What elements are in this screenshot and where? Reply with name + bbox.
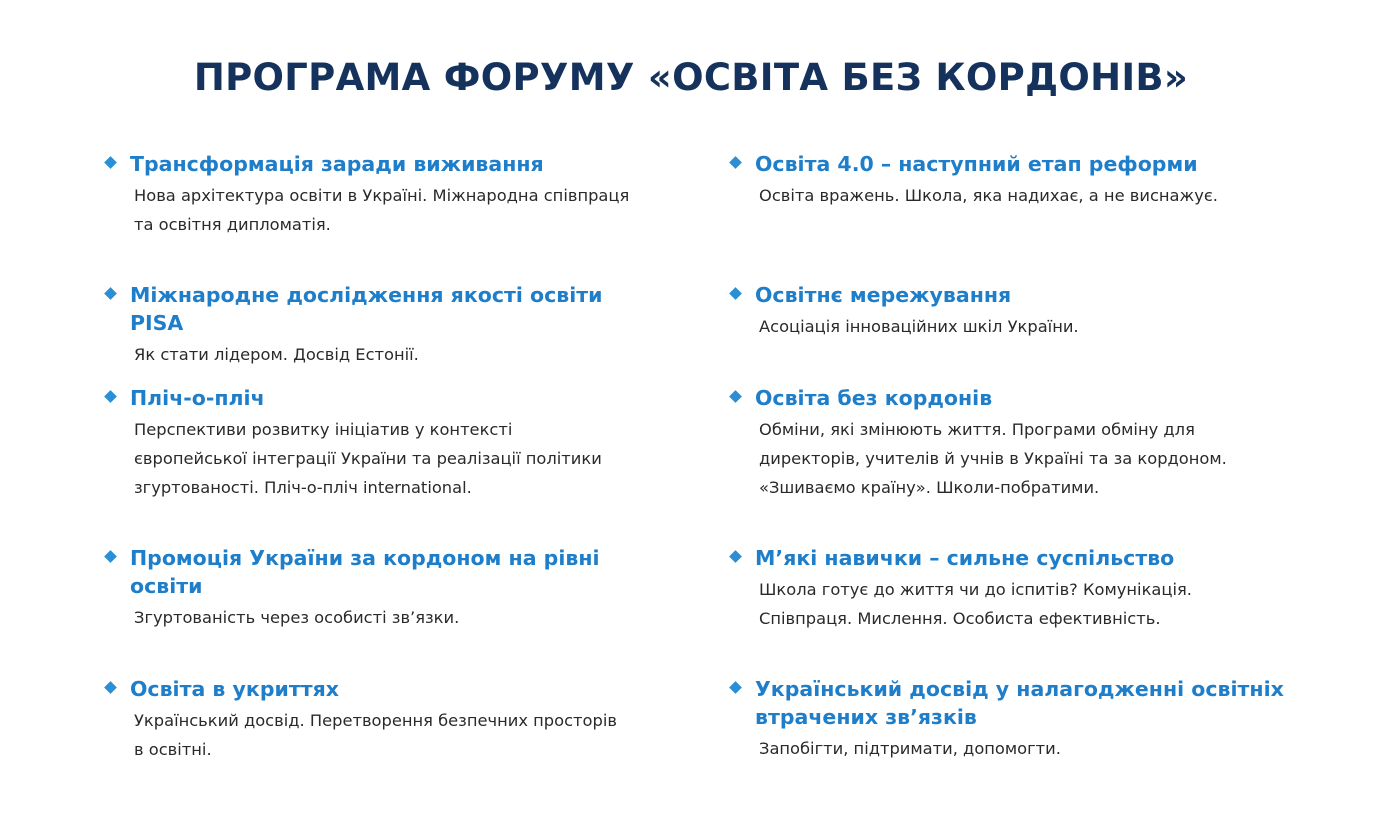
program-item	[104, 150, 650, 239]
program-item-description	[130, 340, 650, 369]
program-item-description	[755, 181, 1315, 210]
description-line: та освітня дипломатія.	[134, 215, 331, 234]
description-line: Асоціація інноваційних шкіл України.	[759, 317, 1079, 336]
program-item-title: Освітнє мережування	[755, 283, 1012, 307]
description-line: Освіта вражень. Школа, яка надихає, а не виснажує.	[759, 186, 1218, 205]
program-item-description	[130, 181, 650, 239]
program-item-title: Освіта без кордонів	[755, 386, 993, 410]
program-item	[729, 544, 1315, 633]
program-item-description	[755, 575, 1315, 633]
description-line: Нова архітектура освіти в Україні. Міжнародна співпраця	[134, 186, 630, 205]
description-line: Школа готує до життя чи до іспитів? Комунікація.	[759, 580, 1192, 599]
program-item	[104, 675, 650, 764]
program-item-title: Освіта в укриттях	[130, 677, 340, 701]
description-line: Як стати лідером. Досвід Естонії.	[134, 345, 419, 364]
program-item	[104, 544, 650, 632]
program-item	[104, 281, 650, 369]
diamond-bullet-icon	[104, 287, 117, 300]
diamond-bullet-icon	[729, 156, 742, 169]
program-item-description	[755, 734, 1315, 763]
description-line: Український досвід. Перетворення безпечних просторів	[134, 711, 617, 730]
description-line: Згуртованість через особисті зв’язки.	[134, 608, 460, 627]
description-line: «Зшиваємо країну». Школи-побратими.	[759, 478, 1100, 497]
diamond-bullet-icon	[729, 681, 742, 694]
diamond-bullet-icon	[729, 550, 742, 563]
program-item-description	[755, 312, 1315, 341]
description-line: Перспективи розвитку ініціатив у контексті	[134, 420, 513, 439]
diamond-bullet-icon	[104, 681, 117, 694]
description-line: згуртованості. Пліч-о-пліч international.	[134, 478, 472, 497]
diamond-bullet-icon	[729, 287, 742, 300]
program-item-title: Промоція України за кордоном на рівні освіти	[130, 546, 600, 598]
program-item-title: Трансформація заради виживання	[130, 152, 544, 176]
program-item-title: Пліч-о-пліч	[130, 386, 265, 410]
program-item	[729, 384, 1315, 502]
description-line: Запобігти, підтримати, допомогти.	[759, 739, 1061, 758]
program-item	[729, 675, 1315, 763]
program-item-title: Український досвід у налагодженні освітніх втрачених зв’язків	[755, 677, 1284, 729]
program-item-description	[755, 415, 1315, 502]
page-title: ПРОГРАМА ФОРУМУ «ОСВІТА БЕЗ КОРДОНІВ»	[193, 56, 1189, 99]
program-item	[729, 150, 1315, 210]
diamond-bullet-icon	[104, 550, 117, 563]
description-line: директорів, учителів й учнів в Україні та за кордоном.	[759, 449, 1227, 468]
program-item-description	[130, 603, 650, 632]
program-item-description	[130, 706, 650, 764]
description-line: в освітні.	[134, 740, 212, 759]
program-item-title: Міжнародне дослідження якості освіти PISA	[130, 283, 603, 335]
program-item-description	[130, 415, 650, 502]
description-line: європейської інтеграції України та реалізації політики	[134, 449, 602, 468]
program-item	[104, 384, 650, 502]
program-item	[729, 281, 1315, 341]
program-item-title: Освіта 4.0 – наступний етап реформи	[755, 152, 1198, 176]
description-line: Співпраця. Мислення. Особиста ефективність.	[759, 609, 1161, 628]
program-item-title: М’які навички – сильне суспільство	[755, 546, 1175, 570]
diamond-bullet-icon	[104, 156, 117, 169]
description-line: Обміни, які змінюють життя. Програми обміну для	[759, 420, 1195, 439]
diamond-bullet-icon	[729, 390, 742, 403]
diamond-bullet-icon	[104, 390, 117, 403]
